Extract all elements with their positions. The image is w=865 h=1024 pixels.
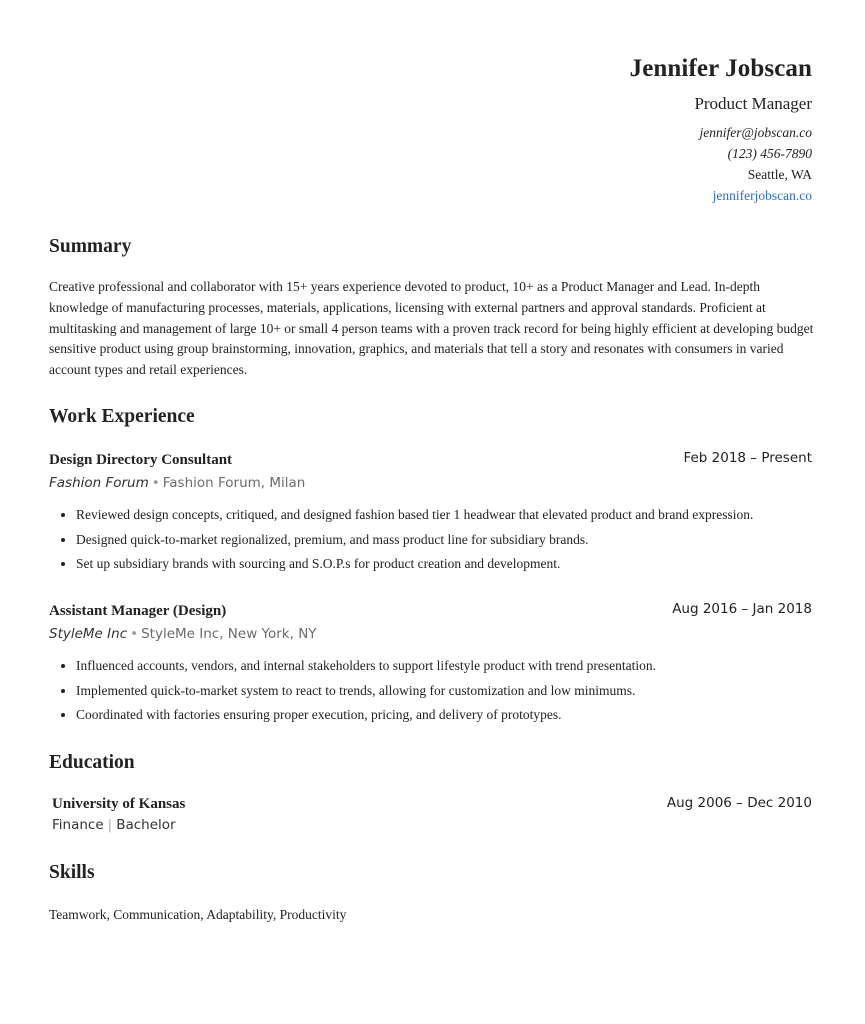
website-link[interactable]: jenniferjobscan.co	[712, 188, 812, 203]
list-item: • Influenced accounts, vendors, and internal stakeholders to support lifestyle product with trend presentation.	[76, 654, 856, 679]
job-company-line	[49, 625, 317, 643]
separator-bar: |	[107, 817, 113, 833]
job-bullets	[49, 654, 856, 728]
list-item: • Implemented quick-to-market system to react to trends, allowing for customization and low minimums.	[76, 679, 856, 704]
degree: Bachelor	[116, 817, 176, 833]
separator-dot: •	[151, 475, 160, 491]
job-bullets	[49, 503, 856, 577]
candidate-name: Jennifer Jobscan	[629, 55, 812, 82]
list-item: • Designed quick-to-market regionalized, premium, and mass product line for subsidiary brands.	[76, 528, 856, 553]
job-location: StyleMe Inc, New York, NY	[141, 626, 317, 642]
work-experience-heading: Work Experience	[49, 406, 195, 427]
contact-info	[292, 122, 812, 206]
job-company: Fashion Forum	[49, 475, 149, 491]
field-of-study: Finance	[52, 817, 104, 833]
summary-text: Creative professional and collaborator with 15+ years experience devoted to product, 10+ as a Product Manager and Lead. In-depth knowledge of manufacturing processes, materials, applications, licensing with external partners and approval standards. Proficient at multitasking and management of large 10+ or small 4 person teams with a proven track record for being highly efficient at developing budget sensitive product using group brainstorming, innovation, graphics, and materials that tell a story and resonates with consumers in varied account types and retail experiences.	[49, 279, 814, 378]
resume-header	[292, 54, 812, 206]
job-title: Design Directory Consultant	[49, 452, 233, 468]
job-dates: Aug 2016 – Jan 2018	[672, 601, 812, 617]
list-item: • Coordinated with factories ensuring proper execution, pricing, and delivery of prototypes.	[76, 703, 856, 728]
education-dates: Aug 2006 – Dec 2010	[666, 795, 812, 811]
education-heading: Education	[49, 752, 135, 773]
phone-number[interactable]: (123) 456-7890	[727, 146, 812, 161]
school-name: University of Kansas	[52, 796, 186, 812]
skills-list: Teamwork, Communication, Adaptability, Productivity	[49, 907, 347, 922]
job-title: Assistant Manager (Design)	[49, 603, 227, 619]
list-item: • Reviewed design concepts, critiqued, and designed fashion based tier 1 headwear that elevated product and brand expression.	[76, 503, 856, 528]
summary-heading: Summary	[49, 236, 132, 257]
list-item: • Set up subsidiary brands with sourcing and S.O.P.s for product creation and development.	[76, 552, 856, 577]
candidate-title: Product Manager	[694, 94, 812, 113]
location: Seattle, WA	[747, 167, 812, 182]
job-dates: Feb 2018 – Present	[683, 450, 812, 466]
job-company-line	[49, 474, 305, 492]
education-details	[52, 816, 176, 834]
job-company: StyleMe Inc	[49, 626, 128, 642]
skills-heading: Skills	[49, 862, 95, 883]
email-link[interactable]: jennifer@jobscan.co	[699, 125, 812, 140]
job-location: Fashion Forum, Milan	[162, 475, 306, 491]
separator-dot: •	[130, 626, 139, 642]
